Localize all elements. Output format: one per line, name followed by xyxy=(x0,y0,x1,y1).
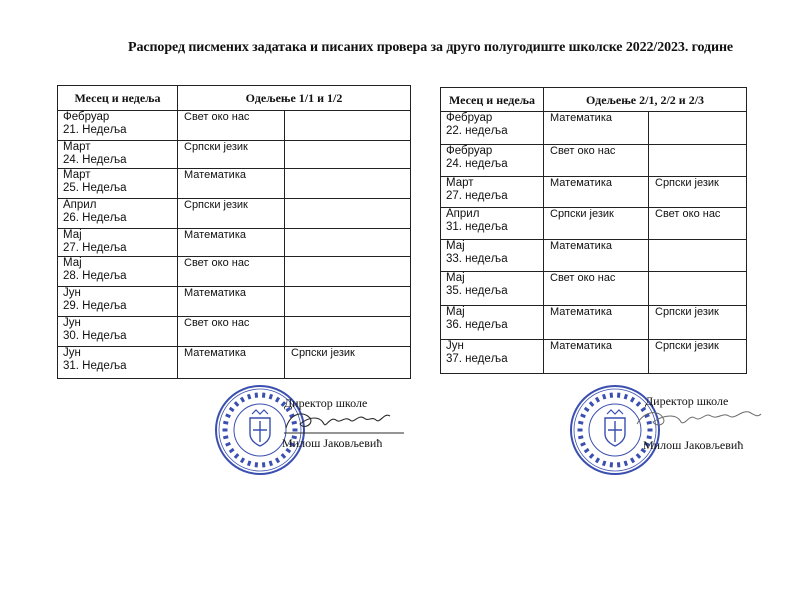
subject-cell xyxy=(649,240,747,272)
month-label: Април xyxy=(63,199,97,211)
month-label: Јун xyxy=(63,317,81,329)
subject-cell xyxy=(285,229,411,257)
month-label: Март xyxy=(63,169,91,181)
table-row xyxy=(441,177,747,208)
header-month-week: Месец и недеља xyxy=(58,86,178,111)
signature-scribble xyxy=(280,406,410,436)
table-row xyxy=(58,287,411,317)
subject-cell xyxy=(285,111,411,141)
table-row xyxy=(441,112,747,145)
table-row xyxy=(58,229,411,257)
month-week-cell xyxy=(58,111,178,141)
month-week-cell xyxy=(58,169,178,199)
subject-cell: Српски језик xyxy=(178,199,285,229)
table-row xyxy=(441,306,747,340)
subject-cell xyxy=(285,199,411,229)
subject-cell: Српски језик xyxy=(544,208,649,240)
signature-block-left xyxy=(210,380,440,480)
schedule-table-grade-1 xyxy=(57,85,411,379)
header-class: Одељење 2/1, 2/2 и 2/3 xyxy=(544,88,747,112)
table-row xyxy=(441,208,747,240)
month-week-cell xyxy=(441,340,544,374)
month-week-cell xyxy=(441,208,544,240)
month-week-cell xyxy=(441,272,544,306)
subject-cell: Математика xyxy=(544,112,649,145)
week-label: 30. Недеља xyxy=(63,330,127,342)
subject-cell: Математика xyxy=(544,240,649,272)
week-label: 36. недеља xyxy=(446,319,508,331)
month-label: Мај xyxy=(446,240,465,252)
week-label: 29. Недеља xyxy=(63,300,127,312)
page-title: Распоред писмених задатака и писаних провера за друго полугодиште школске 2022/2023. године xyxy=(128,40,734,55)
week-label: 24. Недеља xyxy=(63,154,127,166)
month-label: Јун xyxy=(63,287,81,299)
month-label: Мај xyxy=(63,257,82,269)
month-label: Мај xyxy=(63,229,82,241)
director-label: Директор школе xyxy=(645,394,729,408)
month-week-cell xyxy=(58,317,178,347)
director-name: Милош Јаковљевић xyxy=(282,436,383,450)
month-label: Март xyxy=(63,141,91,153)
week-label: 27. Недеља xyxy=(63,242,127,254)
month-label: Април xyxy=(446,208,480,220)
table-row xyxy=(58,257,411,287)
director-label: Директор школе xyxy=(284,396,368,410)
subject-cell: Српски језик xyxy=(649,177,747,208)
month-week-cell xyxy=(441,306,544,340)
month-label: Фебруар xyxy=(63,111,110,123)
table-row xyxy=(441,272,747,306)
week-label: 21. Недеља xyxy=(63,124,127,136)
week-label: 22. недеља xyxy=(446,125,508,137)
month-week-cell xyxy=(58,229,178,257)
table-row xyxy=(58,169,411,199)
subject-cell: Свет око нас xyxy=(649,208,747,240)
week-label: 37. недеља xyxy=(446,353,508,365)
month-label: Март xyxy=(446,177,474,189)
subject-cell xyxy=(285,257,411,287)
signature-block-right xyxy=(565,380,785,480)
month-week-cell xyxy=(58,199,178,229)
month-label: Фебруар xyxy=(446,145,493,157)
header-class: Одељење 1/1 и 1/2 xyxy=(178,86,411,111)
week-label: 24. недеља xyxy=(446,158,508,170)
subject-cell: Српски језик xyxy=(178,141,285,169)
week-label: 35. недеља xyxy=(446,285,508,297)
week-label: 33. недеља xyxy=(446,253,508,265)
week-label: 25. Недеља xyxy=(63,182,127,194)
subject-cell: Математика xyxy=(544,306,649,340)
month-week-cell xyxy=(58,347,178,379)
table-row xyxy=(441,240,747,272)
director-name: Милош Јаковљевић xyxy=(643,438,744,452)
week-label: 31. Недеља xyxy=(63,360,127,372)
table-row xyxy=(58,199,411,229)
subject-cell: Математика xyxy=(544,177,649,208)
subject-cell: Свет око нас xyxy=(178,257,285,287)
week-label: 27. недеља xyxy=(446,190,508,202)
subject-cell xyxy=(285,287,411,317)
subject-cell xyxy=(649,112,747,145)
subject-cell: Математика xyxy=(178,169,285,199)
table-row xyxy=(58,347,411,379)
week-label: 31. недеља xyxy=(446,221,508,233)
subject-cell: Српски језик xyxy=(285,347,411,379)
month-week-cell xyxy=(58,257,178,287)
week-label: 26. Недеља xyxy=(63,212,127,224)
subject-cell: Српски језик xyxy=(649,306,747,340)
signature-scribble xyxy=(631,404,771,436)
month-label: Јун xyxy=(446,340,464,352)
subject-cell: Математика xyxy=(178,229,285,257)
month-week-cell xyxy=(441,112,544,145)
subject-cell: Свет око нас xyxy=(544,145,649,177)
table-header-row xyxy=(441,88,747,112)
table-row xyxy=(58,141,411,169)
subject-cell: Математика xyxy=(178,287,285,317)
schedule-table-grade-2 xyxy=(440,87,747,374)
month-label: Јун xyxy=(63,347,81,359)
table-header-row xyxy=(58,86,411,111)
subject-cell: Свет око нас xyxy=(178,317,285,347)
subject-cell: Српски језик xyxy=(649,340,747,374)
subject-cell: Свет око нас xyxy=(544,272,649,306)
subject-cell xyxy=(285,317,411,347)
table-row xyxy=(58,317,411,347)
table-row xyxy=(58,111,411,141)
subject-cell: Математика xyxy=(544,340,649,374)
month-week-cell xyxy=(441,145,544,177)
month-week-cell xyxy=(441,177,544,208)
month-week-cell xyxy=(58,287,178,317)
header-month-week: Месец и недеља xyxy=(441,88,544,112)
month-label: Фебруар xyxy=(446,112,493,124)
subject-cell xyxy=(285,169,411,199)
month-label: Мај xyxy=(446,272,465,284)
subject-cell xyxy=(285,141,411,169)
subject-cell: Свет око нас xyxy=(178,111,285,141)
table-row xyxy=(441,145,747,177)
table-row xyxy=(441,340,747,374)
subject-cell xyxy=(649,272,747,306)
subject-cell xyxy=(649,145,747,177)
month-week-cell xyxy=(58,141,178,169)
month-week-cell xyxy=(441,240,544,272)
week-label: 28. Недеља xyxy=(63,270,127,282)
month-label: Мај xyxy=(446,306,465,318)
subject-cell: Математика xyxy=(178,347,285,379)
